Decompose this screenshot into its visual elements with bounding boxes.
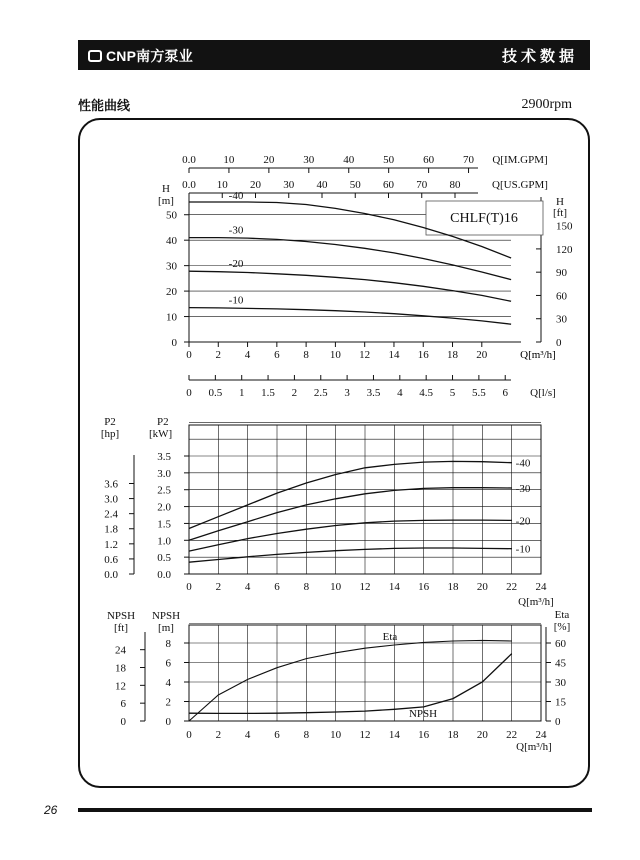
top-axis-tick-label: 30 [283,179,295,191]
p2-curve-label: -20 [515,515,531,528]
page-number: 26 [44,803,58,817]
npsh-ft-axis-unit: [ft] [113,622,129,634]
ls-axis-tick-label: 3.5 [366,387,381,399]
h-x-tick-label: 4 [244,349,251,361]
p2-x-axis-label: Q[m³/h] [518,596,554,608]
eta-axis-label: Eta [554,609,570,621]
h-x-tick-label: 16 [417,349,429,361]
h-curve--10 [189,308,511,325]
p2-kw-tick-label: 3.5 [157,451,171,463]
p2-curve--30 [189,488,512,541]
h-x-tick-label: 20 [476,349,488,361]
p2-hp-tick-label: 1.2 [104,538,118,551]
h-y-tick-label: 10 [166,311,177,324]
npsh-x-tick-label: 20 [476,729,488,741]
eta-tick-label: 60 [555,638,566,650]
p2-hp-tick-label: 3.6 [104,478,118,491]
top-axis-tick-label: 0.0 [182,154,196,166]
h-y-tick-label: 40 [166,235,177,248]
top-axis-tick-label: 20 [250,179,262,191]
h-y-tick-label: 50 [166,209,177,222]
top-axis-label: Q[US.GPM] [492,179,548,191]
p2-hp-tick-label: 2.4 [104,508,118,521]
top-axis-tick-label: 10 [216,179,228,191]
p2-x-tick-label: 4 [244,581,251,593]
p2-kw-axis-unit: [kW] [149,428,173,440]
eta-tick-label: 0 [555,716,561,728]
npsh-x-axis-label: Q[m³/h] [516,741,552,753]
npsh-x-tick-label: 12 [359,729,371,741]
npsh-m-tick-label: 8 [165,638,171,650]
p2-kw-tick-label: 3.0 [157,467,171,480]
p2-hp-axis-label: P2 [104,416,116,428]
npsh-x-tick-label: 2 [215,729,222,741]
p2-x-tick-label: 20 [476,581,488,593]
top-axis-tick-label: 20 [263,154,275,166]
eta-tick-label: 30 [555,677,566,689]
p2-x-tick-label: 12 [359,581,371,593]
npsh-ft-axis-label: NPSH [106,610,136,622]
eta-tick-label: 15 [555,696,566,709]
h-x-tick-label: 2 [215,349,222,361]
p2-x-tick-label: 8 [303,581,310,593]
ls-axis-tick-label: 4 [397,387,403,399]
npsh-m-axis-unit: [m] [158,622,174,634]
ls-axis-label: Q[l/s] [530,387,556,399]
h-ft-tick-label: 90 [556,267,567,280]
npsh-x-tick-label: 22 [506,729,518,741]
model-label: CHLF(T)16 [450,211,518,226]
npsh-curve-label: NPSH [408,708,438,720]
p2-hp-tick-label: 0.0 [104,569,118,581]
p2-x-tick-label: 16 [418,581,430,593]
npsh-m-tick-label: 0 [165,716,171,728]
h-y-axis-label: H [162,183,170,195]
p2-x-tick-label: 18 [447,581,459,593]
npsh-ft-tick-label: 12 [115,680,126,693]
p2-x-tick-label: 24 [535,581,547,593]
p2-kw-tick-label: 0.0 [157,569,171,581]
h-ft-axis-unit: [ft] [552,207,568,219]
ls-axis-tick-label: 0.5 [208,387,223,399]
eta-curve-label: Eta [382,631,398,643]
npsh-x-tick-label: 6 [274,729,280,741]
h-x-tick-label: 12 [359,349,371,361]
h-ft-tick-label: 150 [556,220,573,233]
top-axis-tick-label: 70 [463,154,475,166]
footer-rule [78,808,592,812]
p2-curve-label: -10 [515,543,531,556]
ls-axis-tick-label: 2.5 [313,387,328,399]
h-y-axis-unit: [m] [158,195,174,207]
h-x-tick-label: 18 [447,349,459,361]
ls-axis-tick-label: 1.5 [261,387,275,399]
h-y-tick-label: 20 [166,286,177,299]
p2-kw-tick-label: 2.5 [157,484,171,497]
npsh-x-tick-label: 24 [535,729,547,741]
p2-hp-tick-label: 0.6 [104,553,118,566]
npsh-x-tick-label: 0 [186,729,192,741]
h-curve-label: -30 [228,224,244,237]
p2-kw-tick-label: 0.5 [157,552,171,565]
h-x-tick-label: 6 [274,349,280,361]
top-axis-tick-label: 30 [303,154,315,166]
p2-curve--10 [189,548,512,562]
h-curve-label: -40 [228,190,244,202]
eta-curve [189,640,512,721]
h-ft-tick-label: 30 [556,313,567,326]
h-ft-axis-label: H [556,196,564,208]
h-ft-tick-label: 60 [556,290,567,303]
brand-name: CNP南方泵业 [106,48,193,64]
top-axis-tick-label: 40 [316,179,328,191]
top-axis-tick-label: 50 [349,179,361,191]
p2-hp-tick-label: 1.8 [104,523,118,536]
p2-hp-axis-unit: [hp] [100,428,120,440]
top-axis-tick-label: 60 [383,179,395,191]
npsh-x-tick-label: 18 [447,729,459,741]
top-axis-tick-label: 60 [423,154,435,166]
top-axis-tick-label: 40 [343,154,355,166]
p2-kw-axis-label: P2 [157,416,169,428]
npsh-ft-tick-label: 18 [115,662,126,675]
ls-axis-tick-label: 1 [238,387,245,399]
top-axis-tick-label: 80 [449,179,461,191]
h-x-tick-label: 0 [186,349,192,361]
npsh-m-tick-label: 6 [165,657,171,670]
p2-x-tick-label: 14 [388,581,400,593]
p2-curve-label: -30 [515,483,531,496]
h-ft-tick-label: 0 [556,337,562,349]
p2-x-tick-label: 0 [186,581,192,593]
eta-axis-unit: [%] [553,621,571,633]
npsh-x-tick-label: 14 [388,729,400,741]
top-axis-tick-label: 10 [223,154,235,166]
npsh-x-tick-label: 10 [330,729,342,741]
p2-x-tick-label: 2 [215,581,222,593]
ls-axis-tick-label: 0 [186,387,192,399]
p2-x-tick-label: 6 [274,581,280,593]
top-axis-tick-label: 0.0 [182,179,196,191]
page-title: 性能曲线 [78,99,131,114]
p2-kw-tick-label: 1.5 [157,518,171,531]
speed-label: 2900rpm [521,97,572,112]
p2-curve--40 [189,461,512,528]
h-ft-tick-label: 120 [556,243,573,256]
npsh-x-tick-label: 4 [244,729,251,741]
h-y-tick-label: 0 [171,337,177,349]
h-x-axis-label: Q[m³/h] [520,349,556,361]
ls-axis-tick-label: 5.5 [471,387,486,399]
npsh-ft-tick-label: 6 [120,698,126,711]
top-axis-tick-label: 70 [416,179,428,191]
ls-axis-tick-label: 5 [449,387,456,399]
p2-x-tick-label: 10 [330,581,342,593]
npsh-x-tick-label: 16 [418,729,430,741]
ls-axis-tick-label: 2 [291,387,298,399]
npsh-m-axis-label: NPSH [151,610,181,622]
p2-kw-tick-label: 2.0 [157,501,171,514]
p2-curve-label: -40 [515,457,531,470]
section-label: 技术数据 [501,47,578,65]
ls-axis-tick-label: 6 [502,387,508,399]
p2-x-tick-label: 22 [506,581,518,593]
h-x-tick-label: 14 [388,349,400,361]
p2-kw-tick-label: 1.0 [157,535,171,548]
npsh-x-tick-label: 8 [303,729,310,741]
top-axis-tick-label: 50 [383,154,395,166]
h-y-tick-label: 30 [166,260,177,273]
h-x-tick-label: 8 [303,349,309,361]
npsh-m-tick-label: 2 [165,696,171,709]
h-curve-label: -20 [228,258,244,271]
eta-tick-label: 45 [555,657,566,670]
ls-axis-tick-label: 4.5 [419,387,434,399]
npsh-m-tick-label: 4 [165,677,171,689]
npsh-ft-tick-label: 24 [115,644,126,657]
npsh-ft-tick-label: 0 [120,716,126,728]
h-curve-label: -10 [228,294,244,307]
ls-axis-tick-label: 3 [344,387,350,399]
top-axis-label: Q[IM.GPM] [492,154,548,166]
h-x-tick-label: 10 [329,349,341,361]
p2-hp-tick-label: 3.0 [104,493,118,506]
